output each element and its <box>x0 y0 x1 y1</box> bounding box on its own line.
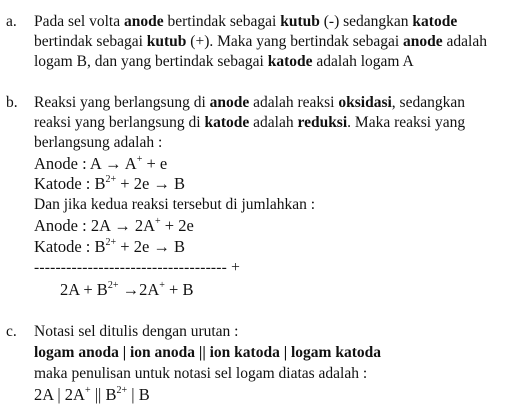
cathode-equation-1: Katode : $B^{2+} + 2e \to B$ <box>34 173 186 193</box>
section-b-line-4: Dan jika kedua reaksi tersebut di jumlahkan : <box>34 196 316 213</box>
cathode-equation-2: Katode : $B^{2+} + 2e \to B$ <box>34 236 186 256</box>
section-a-line-2: bertindak sebagai kutub (+). Maka yang bertindak sebagai anode adalah <box>34 33 487 50</box>
section-b-marker: b. <box>6 94 18 111</box>
section-a-line-1: Pada sel volta anode bertindak sebagai kutub (-) sedangkan katode <box>34 13 458 30</box>
reaction-arrow: → <box>153 237 170 256</box>
sum-divider: ------------------------------------ + <box>34 259 241 276</box>
section-a-line-3: logam B, dan yang bertindak sebagai katode adalah logam A <box>34 53 414 70</box>
section-c-line-3: maka penulisan untuk notasi sel logam diatas adalah : <box>34 365 368 382</box>
reaction-arrow: → <box>114 216 131 235</box>
reaction-arrow: → <box>153 174 170 193</box>
reaction-arrow: → <box>118 280 140 299</box>
anode-equation-2: Anode : 2A → 2A+ + 2e <box>34 215 194 235</box>
total-reaction: $2A + B^{2+} \to 2A^+ + B$ <box>60 279 194 299</box>
anode-equation-1: Anode : A → A+ + e <box>34 153 168 173</box>
section-b-line-1: Reaksi yang berlangsung di anode adalah reaksi oksidasi, sedangkan <box>34 94 465 111</box>
section-a-marker: a. <box>6 13 17 30</box>
section-b-line-2: reaksi yang berlangsung di katode adalah reduksi. Maka reaksi yang <box>34 114 466 131</box>
reaction-arrow: → <box>105 154 122 173</box>
section-c-marker: c. <box>6 323 17 340</box>
section-b-line-3: berlangsung adalah : <box>34 134 163 151</box>
cell-notation-order: logam anoda | ion anoda || ion katoda | logam katoda <box>34 344 381 361</box>
cell-notation: 2A | 2A+ || $B^{2+}$ | B <box>34 384 150 404</box>
section-c-line-1: Notasi sel ditulis dengan urutan : <box>34 323 239 340</box>
